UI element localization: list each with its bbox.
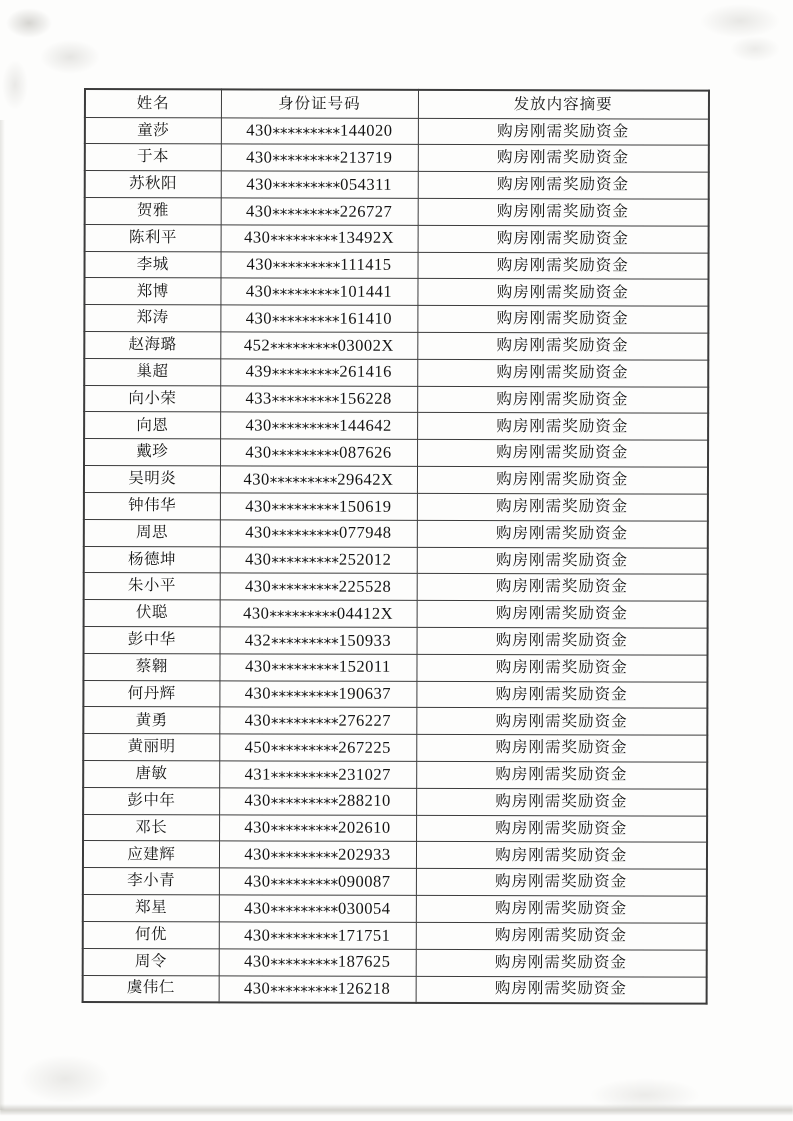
name-cell: 应建辉 xyxy=(83,841,219,868)
summary-cell: 购房刚需奖励资金 xyxy=(417,440,708,468)
summary-cell: 购房刚需奖励资金 xyxy=(418,171,709,199)
name-cell: 彭中华 xyxy=(84,626,220,653)
id-cell: 430*********090087 xyxy=(219,868,416,895)
id-cell: 430*********101441 xyxy=(220,278,417,305)
id-cell: 430*********030054 xyxy=(219,895,416,922)
id-cell: 450*********267225 xyxy=(219,734,416,761)
name-cell: 陈利平 xyxy=(85,224,221,251)
page-left-edge-shadow xyxy=(0,120,5,1110)
scan-smudge xyxy=(20,1055,110,1103)
name-cell: 黄丽明 xyxy=(83,734,219,761)
summary-cell: 购房刚需奖励资金 xyxy=(417,332,708,360)
name-cell: 于本 xyxy=(85,144,221,171)
id-cell: 430*********077948 xyxy=(220,520,417,547)
table-header xyxy=(85,89,709,119)
table-row xyxy=(84,519,708,547)
table-row xyxy=(85,251,709,279)
table-row xyxy=(83,895,707,923)
summary-cell: 购房刚需奖励资金 xyxy=(417,413,708,441)
scan-smudge xyxy=(40,40,100,74)
table-row xyxy=(83,761,707,789)
table-row xyxy=(84,600,708,628)
name-cell: 郑星 xyxy=(83,895,219,922)
summary-cell: 购房刚需奖励资金 xyxy=(416,788,707,816)
scan-smudge xyxy=(700,4,780,38)
summary-cell: 购房刚需奖励资金 xyxy=(416,761,707,789)
scan-smudge xyxy=(6,8,52,38)
id-cell: 431*********231027 xyxy=(219,761,416,788)
id-cell: 430*********288210 xyxy=(219,788,416,815)
name-cell: 郑博 xyxy=(84,278,220,305)
name-cell: 童莎 xyxy=(85,117,221,144)
table-body xyxy=(83,117,709,1003)
table-row xyxy=(85,117,709,145)
name-cell: 巢超 xyxy=(84,358,220,385)
table-header-row xyxy=(85,89,709,119)
id-cell: 430*********144642 xyxy=(220,412,417,439)
table-row xyxy=(84,305,708,333)
table-row xyxy=(84,439,708,467)
name-cell: 伏聪 xyxy=(84,600,220,627)
table-row xyxy=(83,653,707,681)
table-row xyxy=(83,948,707,976)
table-row xyxy=(83,868,707,896)
summary-cell: 购房刚需奖励资金 xyxy=(416,895,707,923)
table-row xyxy=(85,144,709,172)
id-cell: 432*********150933 xyxy=(220,627,417,654)
table-row xyxy=(84,466,708,494)
summary-cell: 购房刚需奖励资金 xyxy=(418,225,709,253)
id-cell: 430*********187625 xyxy=(219,949,416,976)
subsidy-disclosure-table xyxy=(82,88,710,1004)
summary-cell: 购房刚需奖励资金 xyxy=(416,976,707,1004)
id-cell: 430*********04412X xyxy=(220,600,417,627)
name-cell: 郑涛 xyxy=(84,305,220,332)
id-cell: 439*********261416 xyxy=(220,359,417,386)
id-cell: 430*********190637 xyxy=(219,680,416,707)
id-cell: 430*********152011 xyxy=(219,654,416,681)
name-cell: 何优 xyxy=(83,921,219,948)
name-cell: 李城 xyxy=(85,251,221,278)
name-cell: 蔡翱 xyxy=(83,653,219,680)
summary-cell: 购房刚需奖励资金 xyxy=(416,654,707,682)
table-row xyxy=(83,921,707,949)
summary-cell: 购房刚需奖励资金 xyxy=(416,815,707,843)
id-cell: 430*********226727 xyxy=(221,198,418,225)
table-row xyxy=(83,787,707,815)
table-row xyxy=(83,841,707,869)
id-cell: 430*********276227 xyxy=(219,707,416,734)
name-cell: 戴珍 xyxy=(84,439,220,466)
id-cell: 452*********03002X xyxy=(220,332,417,359)
table-row xyxy=(83,734,707,762)
name-cell: 黄勇 xyxy=(83,707,219,734)
id-cell: 430*********144020 xyxy=(221,117,418,144)
summary-cell: 购房刚需奖励资金 xyxy=(418,118,709,146)
table-row xyxy=(84,492,708,520)
header-summary: 发放内容摘要 xyxy=(418,90,709,119)
id-cell: 430*********202610 xyxy=(219,814,416,841)
name-cell: 苏秋阳 xyxy=(85,171,221,198)
name-cell: 周令 xyxy=(83,948,219,975)
name-cell: 邓长 xyxy=(83,814,219,841)
table-row xyxy=(84,278,708,306)
summary-cell: 购房刚需奖励资金 xyxy=(417,627,708,655)
id-cell: 430*********225528 xyxy=(220,573,417,600)
table-row xyxy=(84,385,708,413)
table-row xyxy=(83,680,707,708)
name-cell: 吴明炎 xyxy=(84,466,220,493)
summary-cell: 购房刚需奖励资金 xyxy=(418,252,709,280)
summary-cell: 购房刚需奖励资金 xyxy=(416,681,707,709)
id-cell: 430*********111415 xyxy=(221,251,418,278)
name-cell: 向恩 xyxy=(84,412,220,439)
id-cell: 430*********29642X xyxy=(220,466,417,493)
id-cell: 430*********252012 xyxy=(220,546,417,573)
summary-cell: 购房刚需奖励资金 xyxy=(418,198,709,226)
summary-cell: 购房刚需奖励资金 xyxy=(416,842,707,870)
summary-cell: 购房刚需奖励资金 xyxy=(416,949,707,977)
name-cell: 彭中年 xyxy=(83,787,219,814)
name-cell: 何丹辉 xyxy=(83,680,219,707)
name-cell: 周思 xyxy=(84,519,220,546)
table-row xyxy=(83,975,707,1003)
scan-smudge xyxy=(590,1078,700,1112)
name-cell: 虞伟仁 xyxy=(83,975,219,1002)
id-cell: 430*********126218 xyxy=(219,975,416,1002)
scan-smudge xyxy=(2,60,28,110)
summary-cell: 购房刚需奖励资金 xyxy=(416,735,707,763)
table-row xyxy=(84,332,708,360)
table-row xyxy=(83,707,707,735)
table-row xyxy=(83,814,707,842)
header-name: 姓名 xyxy=(85,89,221,117)
table-row xyxy=(85,224,709,252)
summary-cell: 购房刚需奖励资金 xyxy=(417,359,708,387)
table-row xyxy=(84,358,708,386)
summary-cell: 购房刚需奖励资金 xyxy=(417,520,708,548)
header-id-number: 身份证号码 xyxy=(221,89,418,118)
id-cell: 433*********156228 xyxy=(220,385,417,412)
name-cell: 唐敏 xyxy=(83,761,219,788)
summary-cell: 购房刚需奖励资金 xyxy=(417,386,708,414)
summary-cell: 购房刚需奖励资金 xyxy=(417,547,708,575)
summary-cell: 购房刚需奖励资金 xyxy=(417,574,708,602)
summary-cell: 购房刚需奖励资金 xyxy=(417,493,708,521)
scan-smudge xyxy=(730,36,780,62)
table-row xyxy=(84,573,708,601)
summary-cell: 购房刚需奖励资金 xyxy=(416,708,707,736)
table-row xyxy=(85,171,709,199)
name-cell: 李小青 xyxy=(83,868,219,895)
name-cell: 杨德坤 xyxy=(84,546,220,573)
name-cell: 钟伟华 xyxy=(84,492,220,519)
id-cell: 430*********171751 xyxy=(219,922,416,949)
table-row xyxy=(85,197,709,225)
id-cell: 430*********202933 xyxy=(219,841,416,868)
name-cell: 朱小平 xyxy=(84,573,220,600)
id-cell: 430*********13492X xyxy=(221,225,418,252)
name-cell: 贺雅 xyxy=(85,197,221,224)
summary-cell: 购房刚需奖励资金 xyxy=(418,145,709,173)
summary-cell: 购房刚需奖励资金 xyxy=(417,600,708,628)
summary-cell: 购房刚需奖励资金 xyxy=(417,466,708,494)
id-cell: 430*********161410 xyxy=(220,305,417,332)
table-row xyxy=(84,626,708,654)
id-cell: 430*********087626 xyxy=(220,439,417,466)
table-row xyxy=(84,412,708,440)
table-row xyxy=(84,546,708,574)
id-cell: 430*********054311 xyxy=(221,171,418,198)
summary-cell: 购房刚需奖励资金 xyxy=(416,922,707,950)
summary-cell: 购房刚需奖励资金 xyxy=(416,869,707,897)
id-cell: 430*********213719 xyxy=(221,144,418,171)
summary-cell: 购房刚需奖励资金 xyxy=(417,279,708,307)
id-cell: 430*********150619 xyxy=(220,493,417,520)
summary-cell: 购房刚需奖励资金 xyxy=(417,306,708,334)
page-bottom-edge-shadow xyxy=(0,1104,793,1115)
name-cell: 赵海璐 xyxy=(84,332,220,359)
name-cell: 向小荣 xyxy=(84,385,220,412)
